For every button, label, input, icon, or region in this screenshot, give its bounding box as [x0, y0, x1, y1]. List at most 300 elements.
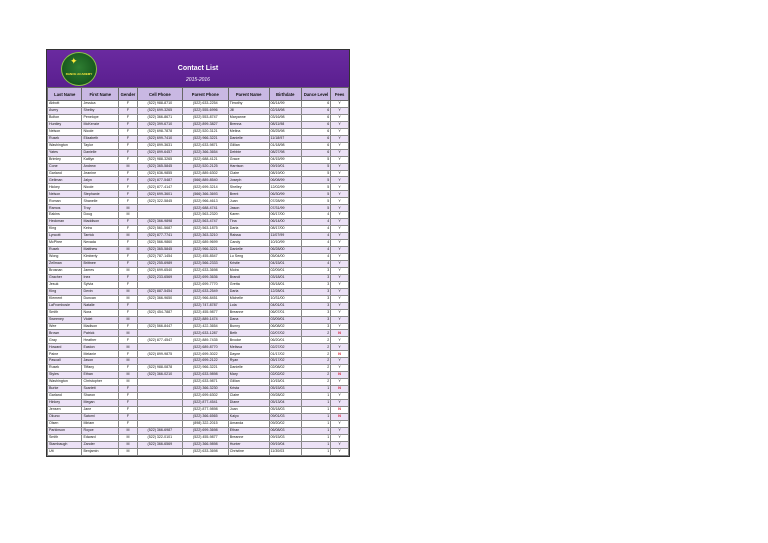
- dance-level-cell: 6: [301, 149, 330, 156]
- gender-cell: M: [119, 233, 138, 240]
- table-row: [48, 281, 349, 288]
- fees-cell: Y: [331, 191, 349, 198]
- parent-name-cell: Michelle: [228, 295, 269, 302]
- fees-cell: Y: [331, 205, 349, 212]
- gender-cell: M: [119, 163, 138, 170]
- dance-level-cell: 1: [301, 441, 330, 448]
- table-row: [48, 302, 349, 309]
- last-name-cell: Avery: [48, 107, 82, 114]
- first-name-cell: Violet: [82, 316, 119, 323]
- table-row: [48, 219, 349, 226]
- birthdate-cell: 06/07/01: [269, 309, 301, 316]
- cell-phone-cell: (522) 699-3601: [137, 191, 182, 198]
- last-name-cell: Burke: [48, 386, 82, 393]
- birthdate-cell: 05/17/02: [269, 358, 301, 365]
- parent-phone-cell: (522) 699-6302: [182, 393, 228, 400]
- cell-phone-cell: (522) 366-9650: [137, 295, 182, 302]
- last-name-cell: Roman: [48, 198, 82, 205]
- first-name-cell: Jason: [82, 358, 119, 365]
- last-name-cell: Lyncott: [48, 233, 82, 240]
- table-row: [48, 260, 349, 267]
- birthdate-cell: 09/28/02: [269, 393, 301, 400]
- fees-cell: Y: [331, 233, 349, 240]
- fees-cell: Y: [331, 295, 349, 302]
- table-row: [48, 198, 349, 205]
- fees-cell: N: [331, 351, 349, 358]
- table-row: [48, 191, 349, 198]
- last-name-cell: Hinkey: [48, 399, 82, 406]
- table-row: [48, 240, 349, 247]
- table-row: [48, 434, 349, 441]
- dance-level-cell: 4: [301, 260, 330, 267]
- last-name-cell: Hickey: [48, 184, 82, 191]
- fees-cell: Y: [331, 434, 349, 441]
- cell-phone-cell: [137, 212, 182, 219]
- parent-phone-cell: (522) 553-8747: [182, 114, 228, 121]
- fees-cell: Y: [331, 309, 349, 316]
- fees-cell: Y: [331, 274, 349, 281]
- table-row: [48, 420, 349, 427]
- last-name-cell: Rusek: [48, 135, 82, 142]
- last-name-cell: Zellman: [48, 260, 82, 267]
- gender-cell: F: [119, 281, 138, 288]
- dance-level-cell: 4: [301, 233, 330, 240]
- parent-name-cell: Tina: [228, 219, 269, 226]
- birthdate-cell: 06/17/00: [269, 212, 301, 219]
- cell-phone-cell: (522) 366-8671: [137, 114, 182, 121]
- gender-cell: M: [119, 316, 138, 323]
- gender-cell: F: [119, 240, 138, 247]
- birthdate-cell: 05/25/98: [269, 128, 301, 135]
- fees-cell: Y: [331, 198, 349, 205]
- dance-level-cell: 1: [301, 413, 330, 420]
- last-name-cell: Pascall: [48, 358, 82, 365]
- dance-level-cell: 2: [301, 330, 330, 337]
- parent-phone-cell: (522) 966-3221: [182, 247, 228, 254]
- parent-phone-cell: (522) 366-6565: [182, 413, 228, 420]
- cell-phone-cell: (522) 566-9860: [137, 240, 182, 247]
- birthdate-cell: 09/15/03: [269, 434, 301, 441]
- birthdate-cell: 08/11/98: [269, 121, 301, 128]
- first-name-cell: Melanie: [82, 351, 119, 358]
- cell-phone-cell: (522) 366-6569: [137, 441, 182, 448]
- fees-cell: Y: [331, 260, 349, 267]
- last-name-cell: Brosnan: [48, 267, 82, 274]
- dance-level-cell: 3: [301, 309, 330, 316]
- birthdate-cell: 05/04/00: [269, 253, 301, 260]
- fees-cell: N: [331, 406, 349, 413]
- gender-cell: F: [119, 260, 138, 267]
- table-row: [48, 295, 349, 302]
- birthdate-cell: 08/27/98: [269, 149, 301, 156]
- dance-level-cell: 3: [301, 316, 330, 323]
- column-header-parent-name: Parent Name: [228, 88, 269, 101]
- fees-cell: Y: [331, 121, 349, 128]
- gender-cell: F: [119, 121, 138, 128]
- parent-name-cell: Dayne: [228, 351, 269, 358]
- table-row: [48, 170, 349, 177]
- parent-name-cell: Melissa: [228, 344, 269, 351]
- column-header-parent-phone: Parent Phone: [182, 88, 228, 101]
- birthdate-cell: 03/18/01: [269, 274, 301, 281]
- table-row: [48, 358, 349, 365]
- table-row: [48, 344, 349, 351]
- birthdate-cell: 09/19/01: [269, 163, 301, 170]
- table-row: [48, 413, 349, 420]
- gender-cell: F: [119, 142, 138, 149]
- first-name-cell: Devin: [82, 288, 119, 295]
- last-name-cell: Parkinson: [48, 427, 82, 434]
- last-name-cell: Ramos: [48, 205, 82, 212]
- parent-name-cell: Candy: [228, 240, 269, 247]
- fees-cell: Y: [331, 448, 349, 455]
- table-row: [48, 274, 349, 281]
- gender-cell: M: [119, 330, 138, 337]
- birthdate-cell: 02/18/98: [269, 107, 301, 114]
- parent-phone-cell: (522) 633-3698: [182, 267, 228, 274]
- gender-cell: M: [119, 434, 138, 441]
- cell-phone-cell: (522) 877-4147: [137, 184, 182, 191]
- gender-cell: F: [119, 365, 138, 372]
- parent-phone-cell: (522) 699-7770: [182, 281, 228, 288]
- sheet-title: Contact List: [177, 65, 219, 72]
- parent-phone-cell: (522) 455-8547: [182, 253, 228, 260]
- parent-phone-cell: (522) 688-4121: [182, 156, 228, 163]
- table-row: [48, 372, 349, 379]
- parent-phone-cell: (522) 363-3210: [182, 233, 228, 240]
- birthdate-cell: 06/30/99: [269, 191, 301, 198]
- first-name-cell: Ethan: [82, 372, 119, 379]
- dancer-icon: ✦: [70, 56, 78, 66]
- table-row: [48, 379, 349, 386]
- last-name-cell: Smith: [48, 434, 82, 441]
- first-name-cell: Maddison: [82, 219, 119, 226]
- header-row: [48, 88, 349, 101]
- fees-cell: Y: [331, 240, 349, 247]
- gender-cell: F: [119, 393, 138, 400]
- gender-cell: M: [119, 267, 138, 274]
- dance-level-cell: 5: [301, 198, 330, 205]
- birthdate-cell: 06/14/99: [269, 101, 301, 108]
- gender-cell: F: [119, 219, 138, 226]
- parent-name-cell: Hunter: [228, 441, 269, 448]
- birthdate-cell: 11/30/03: [269, 448, 301, 455]
- column-header-cell-phone: Cell Phone: [137, 88, 182, 101]
- gender-cell: F: [119, 170, 138, 177]
- birthdate-cell: 09/19/04: [269, 441, 301, 448]
- birthdate-cell: 10/15/01: [269, 379, 301, 386]
- dance-level-cell: 3: [301, 295, 330, 302]
- cell-phone-cell: [137, 281, 182, 288]
- parent-phone-cell: (522) 633-9871: [182, 142, 228, 149]
- gender-cell: F: [119, 323, 138, 330]
- gender-cell: F: [119, 107, 138, 114]
- cell-phone-cell: (522) 988-3265: [137, 156, 182, 163]
- parent-phone-cell: (522) 366-9898: [182, 441, 228, 448]
- birthdate-cell: 04/15/99: [269, 156, 301, 163]
- column-header-gender: Gender: [119, 88, 138, 101]
- last-name-cell: Garland: [48, 393, 82, 400]
- gender-cell: F: [119, 184, 138, 191]
- table-row: [48, 316, 349, 323]
- birthdate-cell: 06/14/00: [269, 219, 301, 226]
- parent-phone-cell: (522) 966-8451: [182, 295, 228, 302]
- parent-name-cell: Gillian: [228, 142, 269, 149]
- parent-name-cell: Beth: [228, 330, 269, 337]
- cell-phone-cell: (522) 399-6710: [137, 121, 182, 128]
- gender-cell: F: [119, 101, 138, 108]
- first-name-cell: Tiffany: [82, 365, 119, 372]
- table-row: [48, 156, 349, 163]
- dance-level-cell: 6: [301, 121, 330, 128]
- last-name-cell: Jensen: [48, 406, 82, 413]
- parent-phone-cell: (522) 966-3221: [182, 135, 228, 142]
- column-header-last-name: Last Name: [48, 88, 82, 101]
- parent-name-cell: Claire: [228, 393, 269, 400]
- dance-level-cell: 1: [301, 448, 330, 455]
- cell-phone-cell: [137, 420, 182, 427]
- parent-name-cell: Harrison: [228, 163, 269, 170]
- birthdate-cell: 02/02/02: [269, 372, 301, 379]
- first-name-cell: Shanelle: [82, 198, 119, 205]
- table-row: [48, 212, 349, 219]
- cell-phone-cell: (522) 698-7878: [137, 128, 182, 135]
- gender-cell: M: [119, 212, 138, 219]
- table-row: [48, 267, 349, 274]
- parent-name-cell: Lu Seng: [228, 253, 269, 260]
- last-name-cell: Okuno: [48, 413, 82, 420]
- table-row: [48, 128, 349, 135]
- fees-cell: Y: [331, 281, 349, 288]
- dance-level-cell: 1: [301, 427, 330, 434]
- parent-name-cell: Jill: [228, 107, 269, 114]
- birthdate-cell: 04/01/01: [269, 302, 301, 309]
- parent-phone-cell: (522) 889-7435: [182, 337, 228, 344]
- first-name-cell: Sharon: [82, 393, 119, 400]
- first-name-cell: Danielle: [82, 149, 119, 156]
- dance-level-cell: 6: [301, 107, 330, 114]
- gender-cell: F: [119, 177, 138, 184]
- parent-phone-cell: (522) 422-3654: [182, 323, 228, 330]
- parent-name-cell: Bunny: [228, 323, 269, 330]
- gender-cell: F: [119, 156, 138, 163]
- sheet-subtitle: 2015-2016: [186, 77, 210, 83]
- cell-phone-cell: (522) 899-6457: [137, 149, 182, 156]
- first-name-cell: Kaitlyn: [82, 156, 119, 163]
- fees-cell: Y: [331, 247, 349, 254]
- cell-phone-cell: (522) 365-5845: [137, 247, 182, 254]
- first-name-cell: Matthew: [82, 247, 119, 254]
- dance-level-cell: 1: [301, 420, 330, 427]
- gender-cell: M: [119, 441, 138, 448]
- parent-phone-cell: (522) 633-9898: [182, 372, 228, 379]
- cell-phone-cell: (522) 366-6987: [137, 427, 182, 434]
- table-row: [48, 399, 349, 406]
- cell-phone-cell: (522) 365-5845: [137, 163, 182, 170]
- gender-cell: M: [119, 288, 138, 295]
- cell-phone-cell: [137, 302, 182, 309]
- cell-phone-cell: (522) 566-8447: [137, 323, 182, 330]
- gender-cell: F: [119, 135, 138, 142]
- parent-name-cell: Joseph: [228, 177, 269, 184]
- parent-name-cell: Diane: [228, 399, 269, 406]
- header-banner: [47, 50, 349, 87]
- first-name-cell: Natalie: [82, 302, 119, 309]
- dance-level-cell: 5: [301, 177, 330, 184]
- gender-cell: F: [119, 309, 138, 316]
- parent-name-cell: Raissa: [228, 233, 269, 240]
- parent-name-cell: Gretta: [228, 281, 269, 288]
- parent-phone-cell: (522) 366-3654: [182, 149, 228, 156]
- first-name-cell: Madison: [82, 323, 119, 330]
- parent-name-cell: Danielle: [228, 247, 269, 254]
- parent-name-cell: Karen: [228, 212, 269, 219]
- dance-level-cell: 4: [301, 247, 330, 254]
- first-name-cell: Penelope: [82, 114, 119, 121]
- parent-phone-cell: (522) 520-2125: [182, 163, 228, 170]
- birthdate-cell: 09/01/03: [269, 413, 301, 420]
- first-name-cell: Heather: [82, 337, 119, 344]
- parent-name-cell: Brenna: [228, 121, 269, 128]
- cell-phone-cell: [137, 205, 182, 212]
- dance-level-cell: 1: [301, 406, 330, 413]
- fees-cell: Y: [331, 379, 349, 386]
- cell-phone-cell: [137, 379, 182, 386]
- gender-cell: F: [119, 420, 138, 427]
- last-name-cell: Styles: [48, 372, 82, 379]
- last-name-cell: Garland: [48, 170, 82, 177]
- first-name-cell: Tarrick: [82, 233, 119, 240]
- gender-cell: M: [119, 344, 138, 351]
- dance-level-cell: 2: [301, 379, 330, 386]
- parent-name-cell: Kristie: [228, 260, 269, 267]
- cell-phone-cell: [137, 406, 182, 413]
- parent-name-cell: Grace: [228, 156, 269, 163]
- dance-level-cell: 5: [301, 170, 330, 177]
- gender-cell: F: [119, 337, 138, 344]
- gender-cell: F: [119, 399, 138, 406]
- dance-level-cell: 3: [301, 274, 330, 281]
- parent-phone-cell: (522) 747-8787: [182, 302, 228, 309]
- birthdate-cell: 01/17/02: [269, 351, 301, 358]
- table-row: [48, 441, 349, 448]
- cell-phone-cell: (522) 899-3631: [137, 142, 182, 149]
- column-header-birthdate: Birthdate: [269, 88, 301, 101]
- fees-cell: Y: [331, 114, 349, 121]
- table-row: [48, 135, 349, 142]
- column-header-fees: Fees: [331, 88, 349, 101]
- birthdate-cell: 05/18/03: [269, 406, 301, 413]
- parent-phone-cell: (522) 566-2333: [182, 260, 228, 267]
- last-name-cell: Abbott: [48, 101, 82, 108]
- birthdate-cell: 11/18/97: [269, 135, 301, 142]
- fees-cell: Y: [331, 142, 349, 149]
- last-name-cell: Gray: [48, 337, 82, 344]
- first-name-cell: Jane: [82, 406, 119, 413]
- first-name-cell: Stephanie: [82, 191, 119, 198]
- parent-phone-cell: (522) 455-9877: [182, 309, 228, 316]
- last-name-cell: Heckman: [48, 219, 82, 226]
- last-name-cell: Olsen: [48, 420, 82, 427]
- parent-name-cell: Breanne: [228, 434, 269, 441]
- parent-phone-cell: (522) 699-2122: [182, 358, 228, 365]
- parent-name-cell: Kaiyo: [228, 413, 269, 420]
- dance-level-cell: 2: [301, 365, 330, 372]
- parent-phone-cell: (522) 699-3636: [182, 274, 228, 281]
- first-name-cell: Shelby: [82, 107, 119, 114]
- parent-phone-cell: (522) 699-3214: [182, 184, 228, 191]
- dance-level-cell: 1: [301, 393, 330, 400]
- table-row: [48, 101, 349, 108]
- dance-level-cell: 5: [301, 191, 330, 198]
- dance-level-cell: 3: [301, 281, 330, 288]
- gender-cell: F: [119, 191, 138, 198]
- dance-level-cell: 4: [301, 253, 330, 260]
- table-row: [48, 337, 349, 344]
- first-name-cell: Kimberly: [82, 253, 119, 260]
- cell-phone-cell: (522) 366-0210: [137, 372, 182, 379]
- cell-phone-cell: (522) 366-9898: [137, 219, 182, 226]
- last-name-cell: Rusek: [48, 247, 82, 254]
- fees-cell: Y: [331, 170, 349, 177]
- birthdate-cell: 05/15/03: [269, 386, 301, 393]
- gender-cell: M: [119, 372, 138, 379]
- parent-phone-cell: (522) 689-9699: [182, 240, 228, 247]
- cell-phone-cell: (522) 699-3265: [137, 107, 182, 114]
- parent-phone-cell: (566) 889-8540: [182, 177, 228, 184]
- cell-phone-cell: (522) 322-0101: [137, 434, 182, 441]
- parent-name-cell: Joan: [228, 406, 269, 413]
- dance-level-cell: 5: [301, 156, 330, 163]
- fees-cell: Y: [331, 253, 349, 260]
- cell-phone-cell: (522) 561-5687: [137, 226, 182, 233]
- parent-name-cell: Gillian: [228, 379, 269, 386]
- first-name-cell: Miriam: [82, 420, 119, 427]
- first-name-cell: Jeanine: [82, 170, 119, 177]
- parent-name-cell: Lola: [228, 302, 269, 309]
- gender-cell: F: [119, 149, 138, 156]
- last-name-cell: LaFrombosie: [48, 302, 82, 309]
- cell-phone-cell: [137, 344, 182, 351]
- fees-cell: Y: [331, 156, 349, 163]
- parent-name-cell: Brent: [228, 191, 269, 198]
- parent-phone-cell: (522) 966-3221: [182, 365, 228, 372]
- last-name-cell: Wong: [48, 253, 82, 260]
- first-name-cell: Jalyn: [82, 177, 119, 184]
- birthdate-cell: 02/08/02: [269, 365, 301, 372]
- fees-cell: Y: [331, 358, 349, 365]
- dance-level-cell: 4: [301, 219, 330, 226]
- column-header-first-name: First Name: [82, 88, 119, 101]
- cell-phone-cell: (522) 787-1454: [137, 253, 182, 260]
- parent-phone-cell: (566) 366-3693: [182, 191, 228, 198]
- parent-phone-cell: (522) 877-4541: [182, 399, 228, 406]
- fees-cell: Y: [331, 219, 349, 226]
- cell-phone-cell: [137, 399, 182, 406]
- parent-phone-cell: (522) 889-1474: [182, 316, 228, 323]
- gender-cell: M: [119, 448, 138, 455]
- parent-name-cell: Ryan: [228, 358, 269, 365]
- parent-name-cell: Jason: [228, 205, 269, 212]
- table-row: [48, 323, 349, 330]
- first-name-cell: Royce: [82, 427, 119, 434]
- parent-name-cell: Amanda: [228, 420, 269, 427]
- birthdate-cell: 01/18/98: [269, 142, 301, 149]
- gender-cell: M: [119, 358, 138, 365]
- birthdate-cell: 02/27/02: [269, 344, 301, 351]
- birthdate-cell: 03/09/01: [269, 316, 301, 323]
- fees-cell: Y: [331, 212, 349, 219]
